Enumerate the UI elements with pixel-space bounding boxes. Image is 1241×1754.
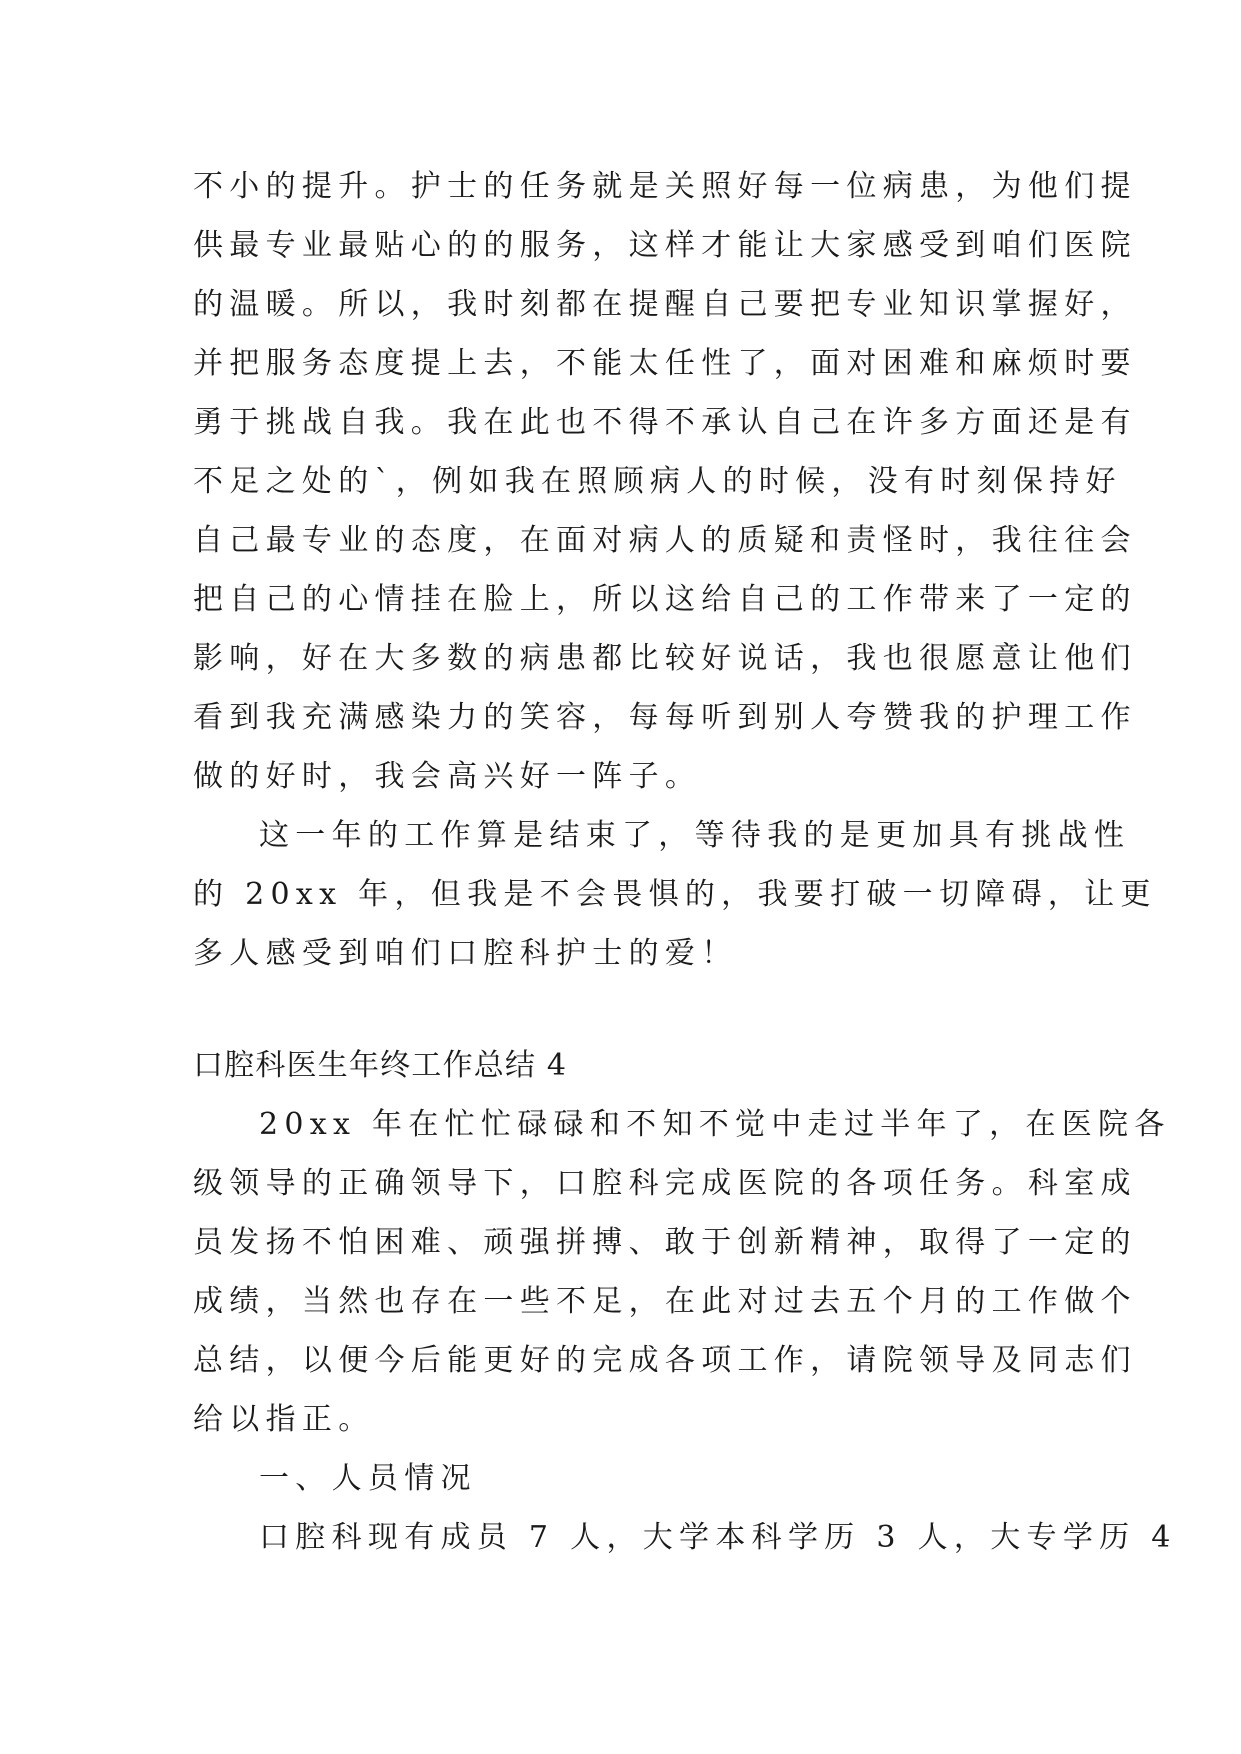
text-line: 看到我充满感染力的笑容，每每听到别人夸赞我的护理工作 xyxy=(193,700,1137,735)
text-line: 20xx 年在忙忙碌碌和不知不觉中走过半年了，在医院各 xyxy=(259,1107,1171,1142)
text-line: 这一年的工作算是结束了，等待我的是更加具有挑战性 xyxy=(259,818,1131,853)
text-line: 供最专业最贴心的的服务，这样才能让大家感受到咱们医院 xyxy=(193,228,1137,263)
text-line: 口腔科现有成员 7 人，大学本科学历 3 人，大专学历 4 xyxy=(259,1520,1177,1555)
text-line: 影响，好在大多数的病患都比较好说话，我也很愿意让他们 xyxy=(193,641,1137,676)
text-line: 做的好时，我会高兴好一阵子。 xyxy=(193,759,702,794)
text-line: 的 20xx 年，但我是不会畏惧的，我要打破一切障碍，让更 xyxy=(193,877,1157,912)
text-line: 多人感受到咱们口腔科护士的爱！ xyxy=(193,936,738,971)
text-line: 并把服务态度提上去，不能太任性了，面对困难和麻烦时要 xyxy=(193,346,1137,381)
text-line: 员发扬不怕困难、顽强拼搏、敢于创新精神，取得了一定的 xyxy=(193,1225,1137,1260)
text-line: 级领导的正确领导下，口腔科完成医院的各项任务。科室成 xyxy=(193,1166,1137,1201)
text-line: 不足之处的`，例如我在照顾病人的时候，没有时刻保持好 xyxy=(193,464,1122,499)
paragraph-continued xyxy=(193,157,1157,983)
text-line: 给以指正。 xyxy=(193,1402,375,1437)
text-line: 成绩，当然也存在一些不足，在此对过去五个月的工作做个 xyxy=(193,1284,1137,1319)
text-line: 勇于挑战自我。我在此也不得不承认自己在许多方面还是有 xyxy=(193,405,1137,440)
text-line: 把自己的心情挂在脸上，所以这给自己的工作带来了一定的 xyxy=(193,582,1137,617)
section xyxy=(193,1036,1177,1567)
text-line: 自己最专业的态度，在面对病人的质疑和责怪时，我往往会 xyxy=(193,523,1137,558)
text-line: 总结，以便今后能更好的完成各项工作，请院领导及同志们 xyxy=(193,1343,1137,1378)
subheading: 一、人员情况 xyxy=(259,1461,477,1496)
text-line: 不小的提升。护士的任务就是关照好每一位病患，为他们提 xyxy=(193,169,1137,204)
section-title: 口腔科医生年终工作总结 4 xyxy=(193,1048,568,1083)
text-line: 的温暖。所以，我时刻都在提醒自己要把专业知识掌握好， xyxy=(193,287,1137,322)
